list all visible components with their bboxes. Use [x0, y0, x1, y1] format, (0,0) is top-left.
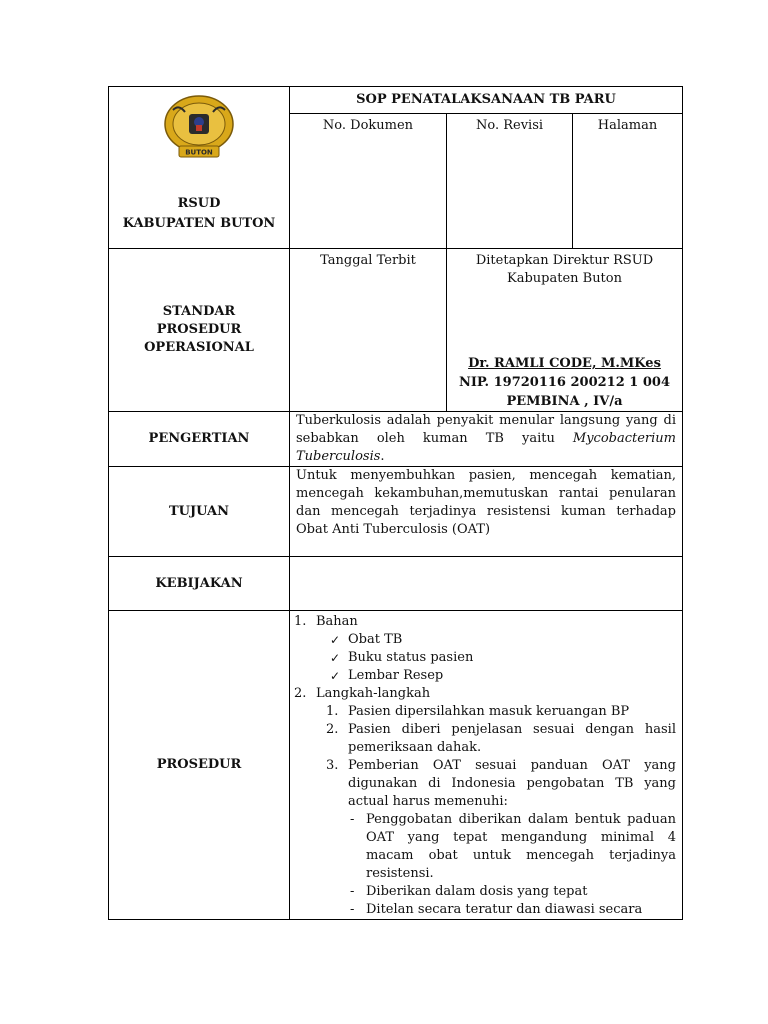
check-icon: ✓	[330, 669, 341, 683]
prosedur-label: PROSEDUR	[109, 611, 290, 920]
ditetapkan-cell	[447, 249, 683, 412]
bahan-item: ✓ Obat TB	[330, 632, 403, 647]
step-sub-item: - Ditelan secara teratur dan diawasi secara	[350, 902, 643, 917]
bahan-item: ✓ Lembar Resep	[330, 668, 444, 683]
sop-label-line2: PROSEDUR	[156, 322, 242, 337]
director-rank: PEMBINA , IV/a	[506, 394, 623, 409]
langkah-step: 3. Pemberian OAT sesuai panduan OAT yang digunakan di Indonesia pengobatan TB yang actual harus memenuhi:	[326, 758, 676, 809]
ditetapkan-line2: Kabupaten Buton	[506, 271, 622, 286]
hospital-name: RSUD	[177, 195, 221, 211]
bahan-section-heading: 1. Bahan	[294, 614, 358, 629]
pengertian-label: PENGERTIAN	[109, 412, 290, 467]
kebijakan-content	[290, 557, 683, 611]
sop-label-line3: OPERASIONAL	[144, 340, 254, 355]
halaman-label: Halaman	[573, 114, 683, 249]
no-dokumen-label: No. Dokumen	[290, 114, 447, 249]
buton-emblem-logo	[159, 94, 239, 160]
prosedur-content	[290, 611, 683, 920]
sop-document-table	[108, 86, 683, 920]
bahan-item: ✓ Buku status pasien	[330, 650, 474, 665]
director-nip: NIP. 19720116 200212 1 004	[458, 375, 671, 390]
langkah-section-heading: 2. Langkah-langkah	[294, 686, 431, 701]
hospital-regency: KABUPATEN BUTON	[122, 215, 276, 231]
sop-label-cell	[109, 249, 290, 412]
tujuan-label: TUJUAN	[109, 467, 290, 557]
check-icon: ✓	[330, 633, 341, 647]
sop-label-line1: STANDAR	[162, 304, 236, 319]
director-name: Dr. RAMLI CODE, M.MKes	[468, 356, 661, 371]
ditetapkan-line1: Ditetapkan Direktur RSUD	[475, 253, 654, 268]
no-revisi-label: No. Revisi	[447, 114, 573, 249]
langkah-step: 2. Pasien diberi penjelasan sesuai dengan hasil pemeriksaan dahak.	[326, 722, 676, 755]
kebijakan-label: KEBIJAKAN	[109, 557, 290, 611]
logo-text: BUTON	[185, 148, 213, 156]
pengertian-text: Tuberkulosis adalah penyakit menular langsung yang di sebabkan oleh kuman TB yaitu Mycobacterium Tuberculosis.	[290, 412, 683, 467]
hospital-identity-cell	[109, 87, 290, 249]
step-sub-item: - Penggobatan diberikan dalam bentuk paduan OAT yang tepat mengandung minimal 4 macam obat untuk mencegah terjadinya resistensi.	[350, 812, 676, 881]
step-sub-item: - Diberikan dalam dosis yang tepat	[350, 884, 588, 899]
sop-title: SOP PENATALAKSANAAN TB PARU	[290, 87, 683, 114]
tujuan-text: Untuk menyembuhkan pasien, mencegah kematian, mencegah kekambuhan,memutuskan rantai penularan dan mencegah terjadinya resistensi kuman terhadap Obat Anti Tuberculosis (OAT)	[290, 467, 683, 557]
check-icon: ✓	[330, 651, 341, 665]
langkah-step: 1. Pasien dipersilahkan masuk keruangan BP	[326, 704, 630, 719]
tanggal-terbit-label: Tanggal Terbit	[290, 249, 447, 412]
